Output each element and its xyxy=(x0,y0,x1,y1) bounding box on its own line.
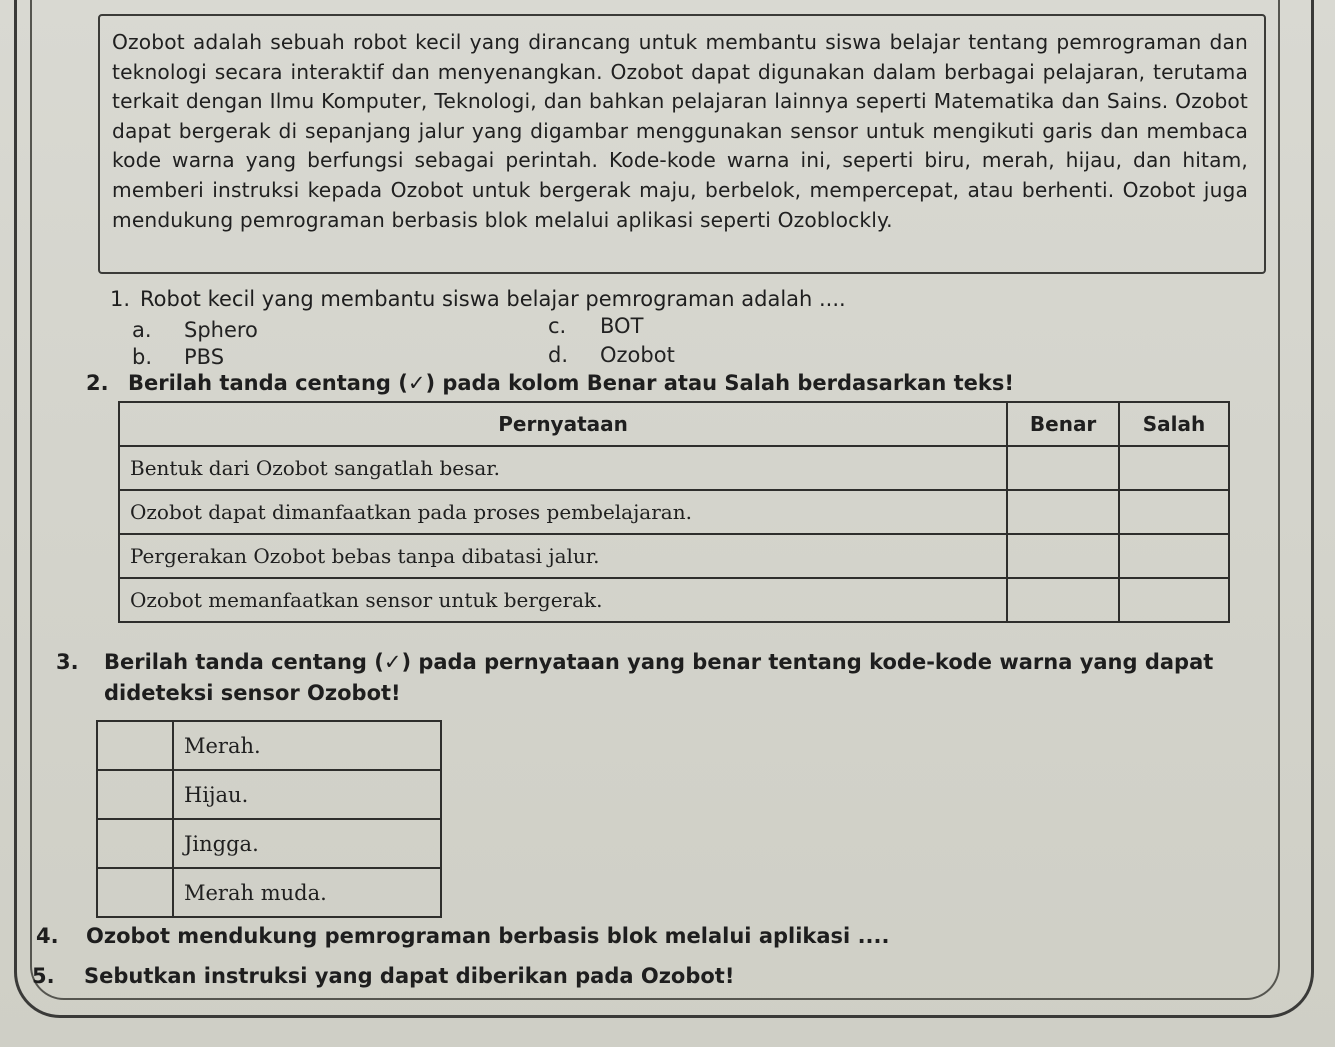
color-checkbox-1[interactable] xyxy=(97,721,173,770)
question-2-text: Berilah tanda centang (✓) pada kolom Benar atau Salah berdasarkan teks! xyxy=(128,371,1014,395)
question-4-text: Ozobot mendukung pemrograman berbasis blok melalui aplikasi .... xyxy=(86,924,890,948)
option-d xyxy=(548,341,675,369)
true-false-table xyxy=(118,401,1230,623)
question-3-text-line2: dideteksi sensor Ozobot! xyxy=(104,681,401,705)
question-5 xyxy=(32,961,734,991)
option-c-key: c. xyxy=(548,314,567,338)
false-checkbox-2[interactable] xyxy=(1119,490,1229,534)
table-row xyxy=(119,578,1229,622)
option-d-key: d. xyxy=(548,343,569,367)
question-2-number: 2. xyxy=(86,371,109,395)
table-row xyxy=(97,819,441,868)
table-row xyxy=(97,868,441,917)
false-checkbox-3[interactable] xyxy=(1119,534,1229,578)
option-a-text: Sphero xyxy=(184,318,258,342)
question-2 xyxy=(86,368,1014,398)
false-checkbox-4[interactable] xyxy=(1119,578,1229,622)
color-option-1: Merah. xyxy=(173,721,441,770)
question-4-number: 4. xyxy=(36,924,59,948)
question-1-number: 1. xyxy=(110,287,131,311)
true-checkbox-3[interactable] xyxy=(1007,534,1119,578)
statement-3: Pergerakan Ozobot bebas tanpa dibatasi jalur. xyxy=(119,534,1007,578)
table-header-row xyxy=(119,402,1229,446)
option-b-text: PBS xyxy=(184,345,225,369)
option-d-text: Ozobot xyxy=(600,343,675,367)
option-c-text: BOT xyxy=(600,314,644,338)
statement-2: Ozobot dapat dimanfaatkan pada proses pembelajaran. xyxy=(119,490,1007,534)
option-a xyxy=(132,316,258,344)
question-4 xyxy=(36,921,889,951)
question-5-text: Sebutkan instruksi yang dapat diberikan pada Ozobot! xyxy=(84,964,735,988)
option-b-key: b. xyxy=(132,345,153,369)
color-option-3: Jingga. xyxy=(173,819,441,868)
color-checkbox-3[interactable] xyxy=(97,819,173,868)
header-true: Benar xyxy=(1007,402,1119,446)
question-3 xyxy=(56,647,1213,677)
option-a-key: a. xyxy=(132,318,152,342)
table-row xyxy=(97,770,441,819)
color-option-2: Hijau. xyxy=(173,770,441,819)
color-code-table xyxy=(96,720,442,918)
header-statement: Pernyataan xyxy=(119,402,1007,446)
false-checkbox-1[interactable] xyxy=(1119,446,1229,490)
table-row xyxy=(97,721,441,770)
question-3-number: 3. xyxy=(56,650,79,674)
option-b xyxy=(132,343,224,371)
statement-4: Ozobot memanfaatkan sensor untuk bergerak. xyxy=(119,578,1007,622)
color-option-4: Merah muda. xyxy=(173,868,441,917)
question-3-text-line1: Berilah tanda centang (✓) pada pernyataan yang benar tentang kode-kode warna yang dapat xyxy=(104,650,1214,674)
question-1 xyxy=(110,284,846,314)
question-5-number: 5. xyxy=(32,964,55,988)
color-checkbox-2[interactable] xyxy=(97,770,173,819)
option-c xyxy=(548,312,643,340)
table-row xyxy=(119,446,1229,490)
question-3-line2 xyxy=(104,678,401,708)
reading-passage: Ozobot adalah sebuah robot kecil yang dirancang untuk membantu siswa belajar tentang pemrograman dan teknologi secara interaktif dan menyenangkan. Ozobot dapat digunakan dalam berbagai pelajaran, terutama terkait dengan Ilmu Komputer, Teknologi, dan bahkan pelajaran lainnya seperti Matematika dan Sains. Ozobot dapat bergerak di sepanjang jalur yang digambar menggunakan sensor untuk mengikuti garis dan membaca kode warna yang berfungsi sebagai perintah. Kode-kode warna ini, seperti biru, merah, hijau, dan hitam, memberi instruksi kepada Ozobot untuk bergerak maju, berbelok, mempercepat, atau berhenti. Ozobot juga mendukung pemrograman berbasis blok melalui aplikasi seperti Ozoblockly. xyxy=(98,14,1266,274)
true-checkbox-2[interactable] xyxy=(1007,490,1119,534)
table-row xyxy=(119,534,1229,578)
true-checkbox-4[interactable] xyxy=(1007,578,1119,622)
header-false: Salah xyxy=(1119,402,1229,446)
question-1-text: Robot kecil yang membantu siswa belajar pemrograman adalah .... xyxy=(140,287,846,311)
color-checkbox-4[interactable] xyxy=(97,868,173,917)
table-row xyxy=(119,490,1229,534)
true-checkbox-1[interactable] xyxy=(1007,446,1119,490)
statement-1: Bentuk dari Ozobot sangatlah besar. xyxy=(119,446,1007,490)
